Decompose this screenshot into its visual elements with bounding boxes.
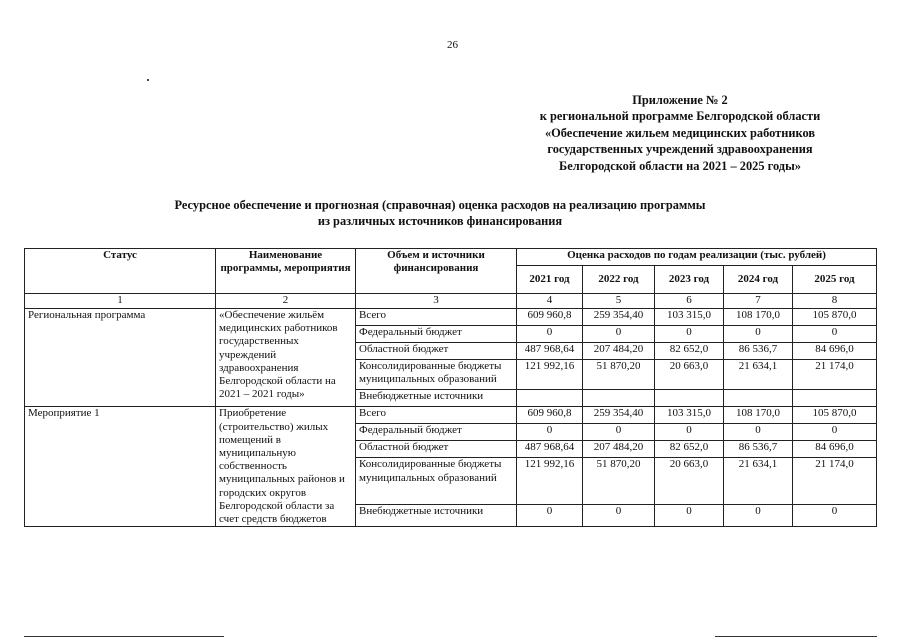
finance-table bbox=[24, 248, 877, 527]
value-cell bbox=[517, 390, 583, 407]
value-cell: 0 bbox=[583, 505, 655, 527]
value-cell: 105 870,0 bbox=[793, 407, 877, 424]
value-cell: 21 634,1 bbox=[724, 458, 793, 505]
scan-speck bbox=[147, 79, 149, 81]
value-cell: 121 992,16 bbox=[517, 360, 583, 390]
value-cell: 0 bbox=[517, 505, 583, 527]
value-cell: 21 634,1 bbox=[724, 360, 793, 390]
status-cell: Мероприятие 1 bbox=[25, 407, 216, 527]
header-year: 2025 год bbox=[793, 266, 877, 294]
value-cell: 0 bbox=[583, 424, 655, 441]
value-cell: 21 174,0 bbox=[793, 360, 877, 390]
program-name-cell: «Обеспечение жильём медицинских работников государственных учреждений здравоохранения Белгородской области на 2021 – 2021 годы» bbox=[216, 309, 356, 407]
source-cell: Областной бюджет bbox=[356, 441, 517, 458]
value-cell: 86 536,7 bbox=[724, 343, 793, 360]
header-name: Наименование программы, мероприятия bbox=[216, 249, 356, 294]
value-cell: 51 870,20 bbox=[583, 458, 655, 505]
heading-line: из различных источников финансирования bbox=[317, 214, 563, 228]
value-cell: 487 968,64 bbox=[517, 441, 583, 458]
value-cell: 51 870,20 bbox=[583, 360, 655, 390]
source-cell: Всего bbox=[356, 309, 517, 326]
program-name-cell: Приобретение (строительство) жилых помещений в муниципальную собственность муниципальных районов и городских округов Белгородской области за счет средств бюджетов bbox=[216, 407, 356, 527]
source-cell: Консолидированные бюджеты муниципальных образований bbox=[356, 360, 517, 390]
value-cell: 0 bbox=[517, 326, 583, 343]
column-number: 8 bbox=[793, 294, 877, 309]
column-number: 1 bbox=[25, 294, 216, 309]
value-cell: 259 354,40 bbox=[583, 309, 655, 326]
scan-edge-line bbox=[24, 636, 224, 637]
source-cell: Внебюджетные источники bbox=[356, 390, 517, 407]
value-cell: 0 bbox=[793, 505, 877, 527]
value-cell: 0 bbox=[655, 326, 724, 343]
value-cell: 609 960,8 bbox=[517, 309, 583, 326]
header-estimate: Оценка расходов по годам реализации (тыс. рублей) bbox=[517, 249, 877, 266]
page-number: 26 bbox=[447, 39, 458, 51]
heading-line: Ресурсное обеспечение и прогнозная (справочная) оценка расходов на реализацию программы bbox=[174, 198, 706, 212]
value-cell: 121 992,16 bbox=[517, 458, 583, 505]
scan-edge-line bbox=[715, 636, 877, 637]
source-cell: Внебюджетные источники bbox=[356, 505, 517, 527]
table-row bbox=[25, 309, 877, 326]
appendix-line: «Обеспечение жильем медицинских работников bbox=[544, 125, 816, 140]
header-row bbox=[25, 249, 877, 266]
column-number: 4 bbox=[517, 294, 583, 309]
value-cell: 207 484,20 bbox=[583, 343, 655, 360]
column-number: 5 bbox=[583, 294, 655, 309]
column-number-row bbox=[25, 294, 877, 309]
value-cell: 108 170,0 bbox=[724, 407, 793, 424]
source-cell: Федеральный бюджет bbox=[356, 424, 517, 441]
status-cell: Региональная программа bbox=[25, 309, 216, 407]
value-cell: 21 174,0 bbox=[793, 458, 877, 505]
value-cell: 86 536,7 bbox=[724, 441, 793, 458]
value-cell: 487 968,64 bbox=[517, 343, 583, 360]
value-cell bbox=[793, 390, 877, 407]
value-cell: 84 696,0 bbox=[793, 441, 877, 458]
value-cell: 0 bbox=[793, 326, 877, 343]
source-cell: Федеральный бюджет bbox=[356, 326, 517, 343]
header-year: 2023 год bbox=[655, 266, 724, 294]
value-cell: 207 484,20 bbox=[583, 441, 655, 458]
value-cell: 609 960,8 bbox=[517, 407, 583, 424]
value-cell bbox=[655, 390, 724, 407]
value-cell: 82 652,0 bbox=[655, 343, 724, 360]
table-row bbox=[25, 407, 877, 424]
value-cell: 20 663,0 bbox=[655, 458, 724, 505]
header-source: Объем и источники финансирования bbox=[356, 249, 517, 294]
value-cell: 0 bbox=[724, 424, 793, 441]
header-status: Статус bbox=[25, 249, 216, 294]
appendix-title: Приложение № 2 bbox=[632, 93, 728, 107]
value-cell: 0 bbox=[517, 424, 583, 441]
source-cell: Всего bbox=[356, 407, 517, 424]
header-year: 2022 год bbox=[583, 266, 655, 294]
value-cell: 0 bbox=[655, 505, 724, 527]
value-cell: 0 bbox=[655, 424, 724, 441]
value-cell: 108 170,0 bbox=[724, 309, 793, 326]
value-cell: 103 315,0 bbox=[655, 309, 724, 326]
value-cell bbox=[724, 390, 793, 407]
value-cell: 20 663,0 bbox=[655, 360, 724, 390]
column-number: 2 bbox=[216, 294, 356, 309]
value-cell: 103 315,0 bbox=[655, 407, 724, 424]
source-cell: Консолидированные бюджеты муниципальных образований bbox=[356, 458, 517, 505]
column-number: 3 bbox=[356, 294, 517, 309]
value-cell: 0 bbox=[724, 505, 793, 527]
value-cell: 0 bbox=[583, 326, 655, 343]
value-cell: 259 354,40 bbox=[583, 407, 655, 424]
value-cell bbox=[583, 390, 655, 407]
appendix-line: Белгородской области на 2021 – 2025 годы» bbox=[559, 158, 801, 173]
source-cell: Областной бюджет bbox=[356, 343, 517, 360]
value-cell: 105 870,0 bbox=[793, 309, 877, 326]
appendix-line: к региональной программе Белгородской области bbox=[539, 109, 821, 124]
value-cell: 82 652,0 bbox=[655, 441, 724, 458]
column-number: 6 bbox=[655, 294, 724, 309]
header-year: 2024 год bbox=[724, 266, 793, 294]
appendix-caption bbox=[440, 92, 905, 174]
value-cell: 0 bbox=[793, 424, 877, 441]
value-cell: 0 bbox=[724, 326, 793, 343]
value-cell: 84 696,0 bbox=[793, 343, 877, 360]
column-number: 7 bbox=[724, 294, 793, 309]
document-heading bbox=[60, 197, 820, 229]
header-year: 2021 год bbox=[517, 266, 583, 294]
appendix-line: государственных учреждений здравоохранения bbox=[547, 142, 813, 157]
